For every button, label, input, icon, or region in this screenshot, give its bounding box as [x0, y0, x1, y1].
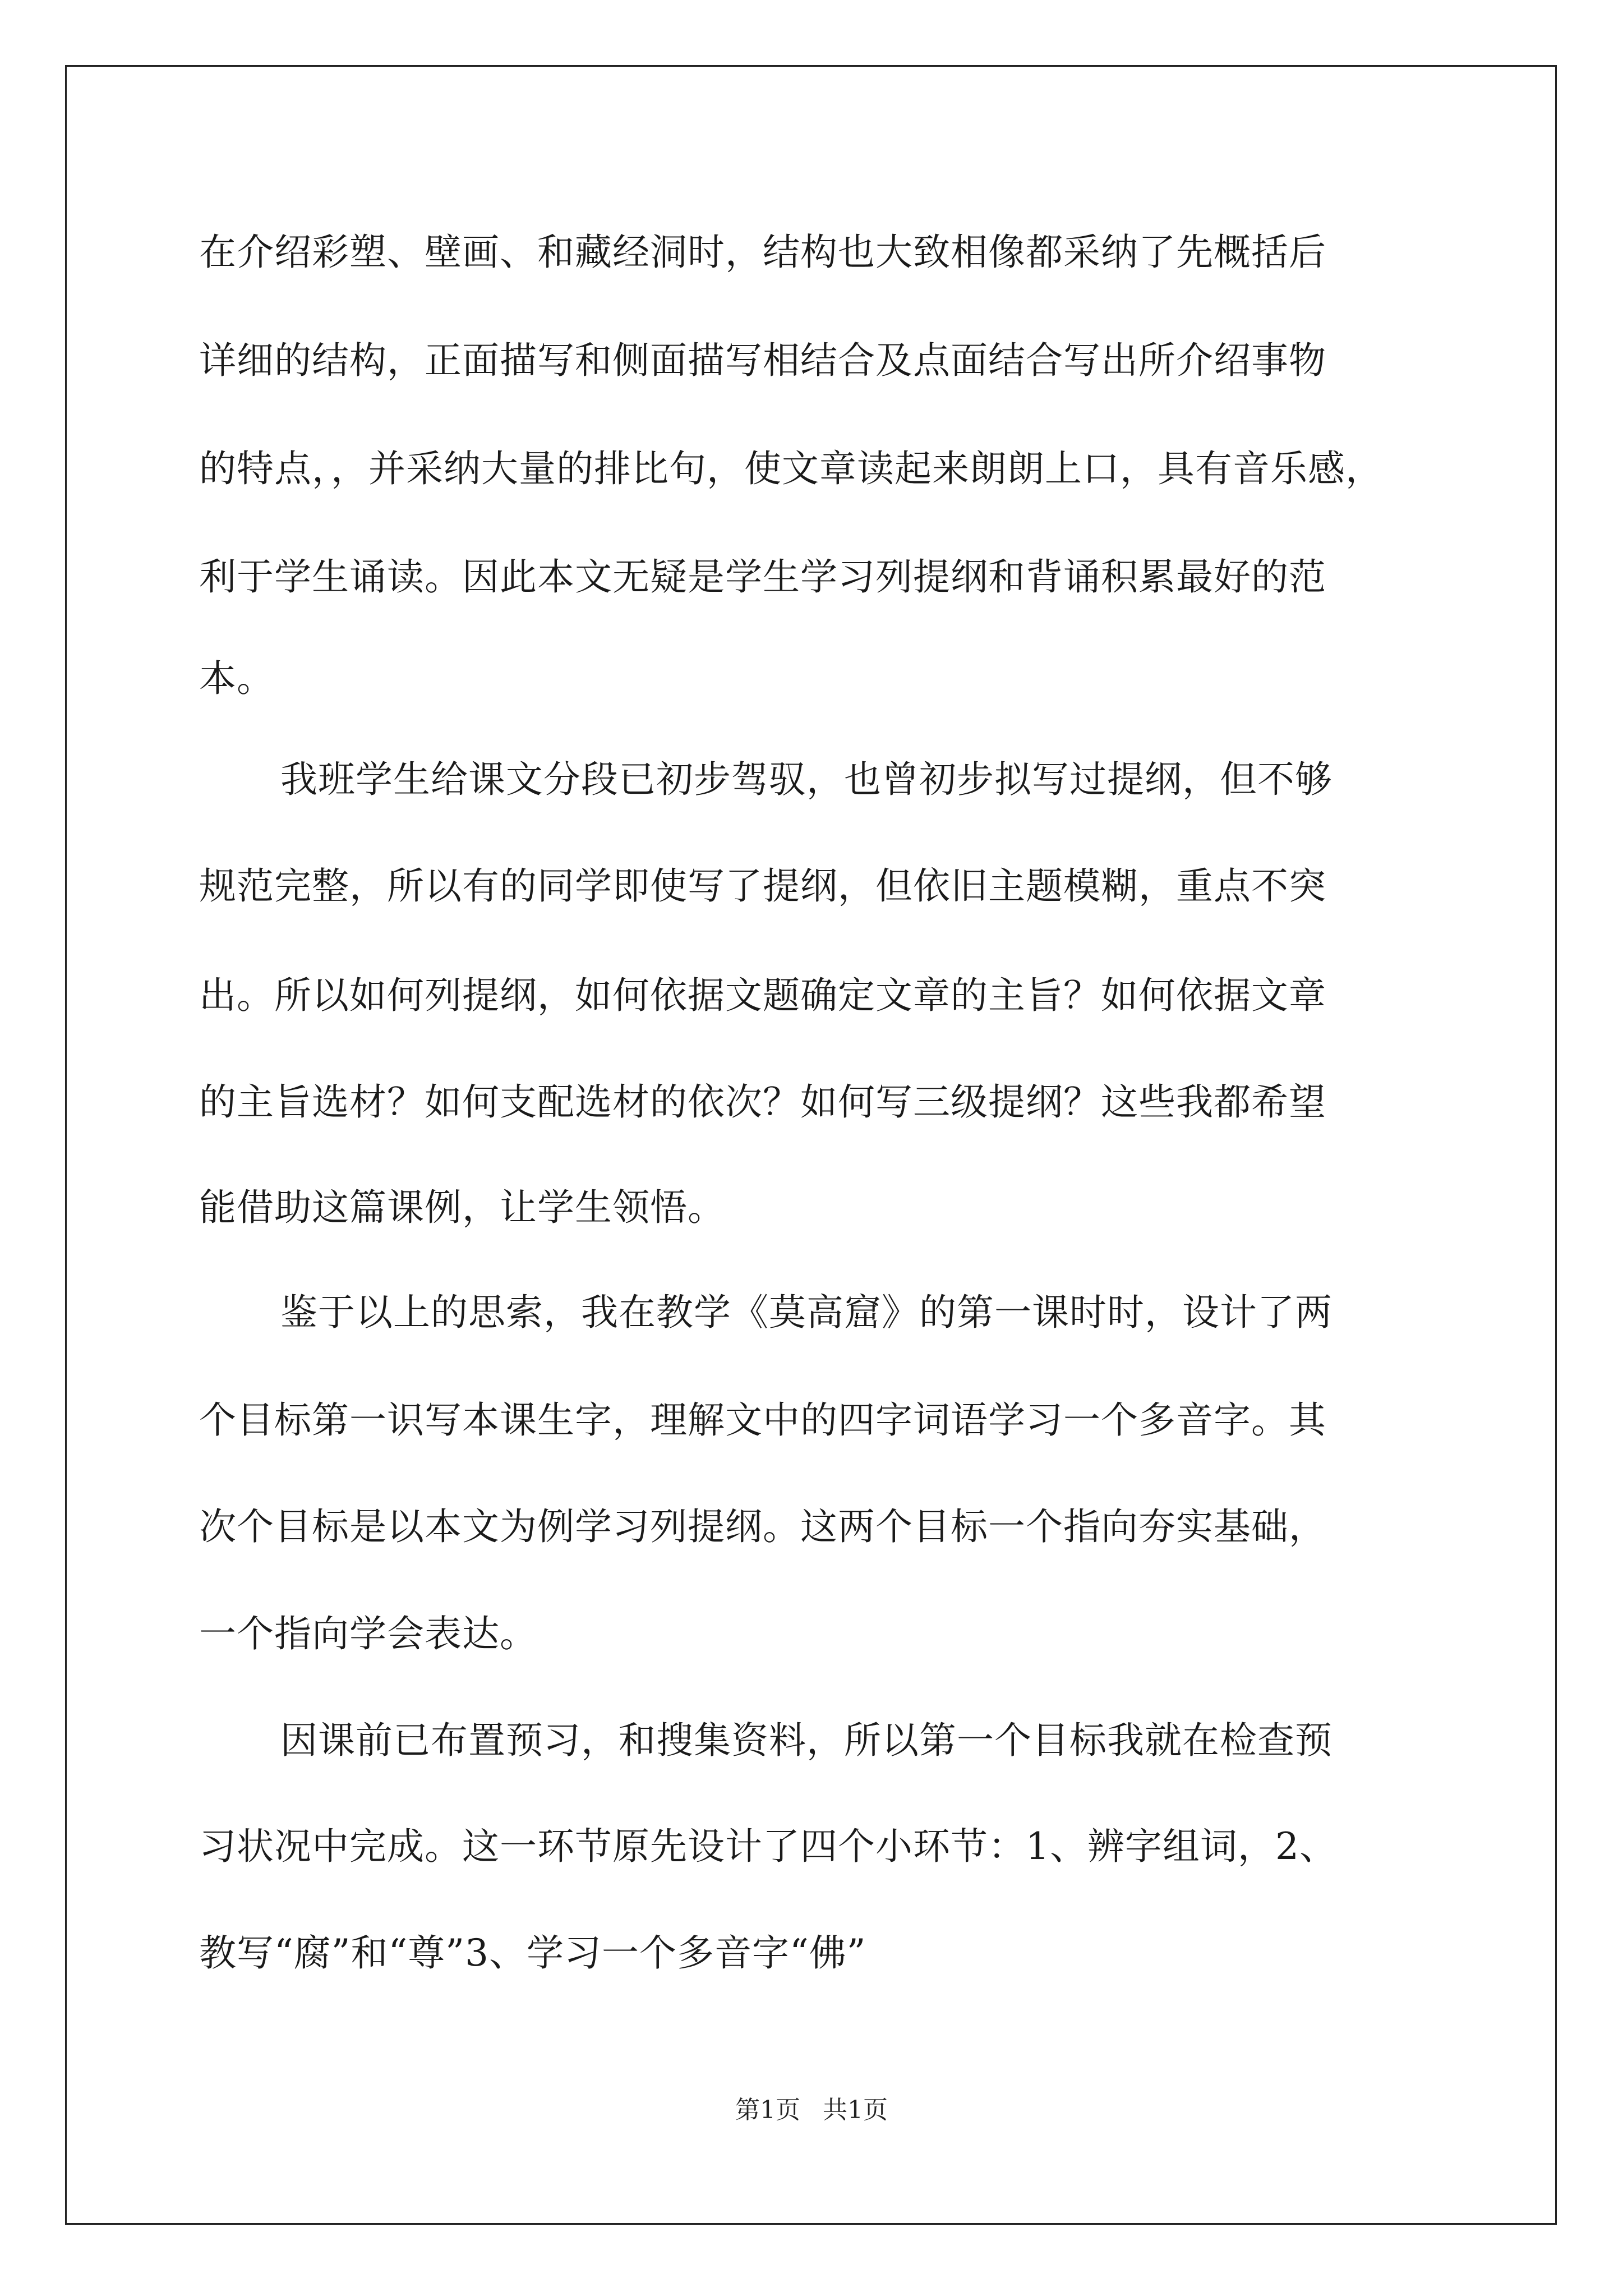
paragraph-3-line-3: 次个目标是以本文为例学习列提纲。这两个目标一个指向夯实基础， — [199, 1505, 1326, 1548]
page-number-total: 共1页 — [823, 2096, 888, 2124]
paragraph-3-line-4: 一个指向学会表达。 — [199, 1612, 537, 1655]
paragraph-2-line-3: 出。所以如何列提纲，如何依据文题确定文章的主旨？如何依据文章 — [199, 974, 1326, 1017]
paragraph-2-line-5: 能借助这篇课例，让学生领悟。 — [199, 1186, 725, 1229]
page-border — [65, 65, 1557, 2225]
page-footer — [0, 2093, 1623, 2127]
text-line-2: 详细的结构，正面描写和侧面描写相结合及点面结合写出所介绍事物 — [199, 339, 1326, 382]
text-line-4: 利于学生诵读。因此本文无疑是学生学习列提纲和背诵积累最好的范 — [199, 555, 1326, 599]
text-line-5: 本。 — [199, 657, 274, 700]
paragraph-3-line-2: 个目标第一识写本课生字，理解文中的四字词语学习一个多音字。其 — [199, 1398, 1326, 1442]
page-number-current: 第1页 — [735, 2096, 800, 2124]
paragraph-2-line-4: 的主旨选材？如何支配选材的依次？如何写三级提纲？这些我都希望 — [199, 1080, 1326, 1124]
paragraph-4-line-2: 习状况中完成。这一环节原先设计了四个小环节：1、辨字组词，2、 — [199, 1825, 1337, 1868]
paragraph-2-line-1: 我班学生给课文分段已初步驾驭，也曾初步拟写过提纲，但不够 — [280, 758, 1332, 801]
paragraph-4-line-3: 教写“腐”和“尊”3、学习一个多音字“佛” — [199, 1931, 866, 1975]
paragraph-3-line-1: 鉴于以上的思索，我在教学《莫高窟》的第一课时时，设计了两 — [280, 1291, 1332, 1334]
paragraph-4-line-1: 因课前已布置预习，和搜集资料，所以第一个目标我就在检查预 — [280, 1719, 1332, 1762]
text-line-1: 在介绍彩塑、壁画、和藏经洞时，结构也大致相像都采纳了先概括后 — [199, 231, 1326, 274]
paragraph-2-line-2: 规范完整，所以有的同学即使写了提纲，但依旧主题模糊，重点不突 — [199, 864, 1326, 908]
text-line-3: 的特点，，并采纳大量的排比句，使文章读起来朗朗上口，具有音乐感， — [199, 447, 1383, 490]
